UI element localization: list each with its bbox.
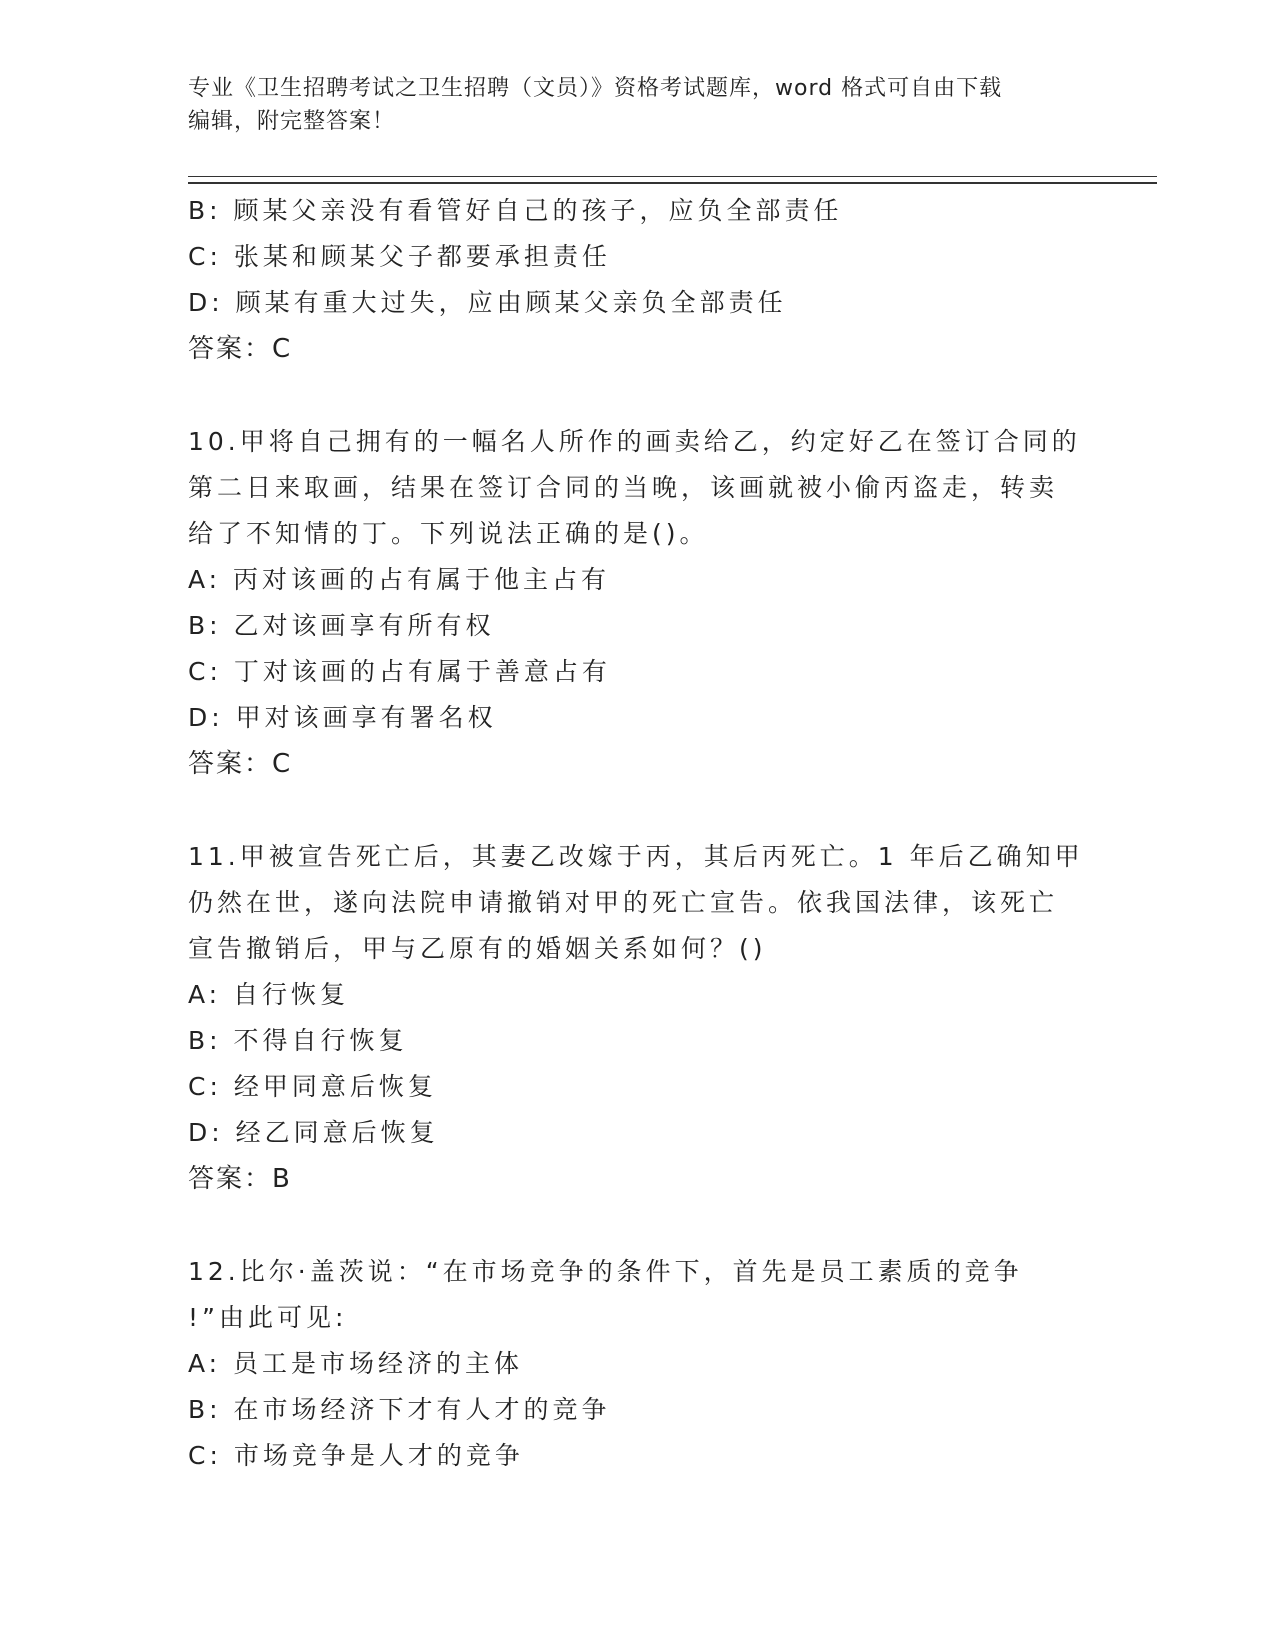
answer-line: 答案：C <box>188 749 293 779</box>
option-b: B: 顾某父亲没有看管好自己的孩子，应负全部责任 <box>188 196 843 225</box>
question-text-line: 10.甲将自己拥有的一幅名人所作的画卖给乙，约定好乙在签订合同的 <box>188 427 1081 456</box>
question-text-line: 给了不知情的丁。下列说法正确的是()。 <box>188 519 709 548</box>
question-10 <box>188 419 1088 787</box>
question-9-tail <box>188 188 1088 372</box>
option-d: D: 甲对该画享有署名权 <box>188 703 497 732</box>
option-c: C: 经甲同意后恢复 <box>188 1072 437 1101</box>
question-12 <box>188 1249 1088 1479</box>
answer-line: 答案：C <box>188 334 293 364</box>
answer-line: 答案：B <box>188 1164 292 1194</box>
option-c: C: 张某和顾某父子都要承担责任 <box>188 242 611 271</box>
question-text-line: !”由此可见: <box>188 1303 348 1332</box>
option-c: C: 丁对该画的占有属于善意占有 <box>188 657 611 686</box>
option-d: D: 顾某有重大过失，应由顾某父亲负全部责任 <box>188 288 787 317</box>
question-list <box>188 188 1088 1479</box>
header-line-1: 专业《卫生招聘考试之卫生招聘（文员）》资格考试题库，word 格式可自由下载 <box>188 76 1003 101</box>
option-d: D: 经乙同意后恢复 <box>188 1118 439 1147</box>
option-b: B: 不得自行恢复 <box>188 1026 408 1055</box>
option-a: A: 自行恢复 <box>188 980 350 1009</box>
question-text-line: 第二日来取画，结果在签订合同的当晚，该画就被小偷丙盗走，转卖 <box>188 473 1059 502</box>
question-text <box>188 1249 1088 1341</box>
option-b: B: 乙对该画享有所有权 <box>188 611 495 640</box>
option-a: A: 员工是市场经济的主体 <box>188 1349 524 1378</box>
question-text <box>188 834 1088 972</box>
document-header <box>188 72 1068 138</box>
option-a: A: 丙对该画的占有属于他主占有 <box>188 565 611 594</box>
header-line-2: 编辑，附完整答案！ <box>188 109 396 134</box>
question-11 <box>188 834 1088 1202</box>
question-text <box>188 419 1088 557</box>
question-text-line: 12.比尔·盖茨说：“在市场竞争的条件下，首先是员工素质的竞争 <box>188 1257 1023 1286</box>
option-b: B: 在市场经济下才有人才的竞争 <box>188 1395 611 1424</box>
question-text-line: 11.甲被宣告死亡后，其妻乙改嫁于丙，其后丙死亡。1 年后乙确知甲 <box>188 842 1084 871</box>
question-text-line: 宣告撤销后，甲与乙原有的婚姻关系如何？() <box>188 934 767 963</box>
option-c: C: 市场竞争是人才的竞争 <box>188 1441 524 1470</box>
question-text-line: 仍然在世，遂向法院申请撤销对甲的死亡宣告。依我国法律，该死亡 <box>188 888 1059 917</box>
header-divider <box>188 176 1157 184</box>
